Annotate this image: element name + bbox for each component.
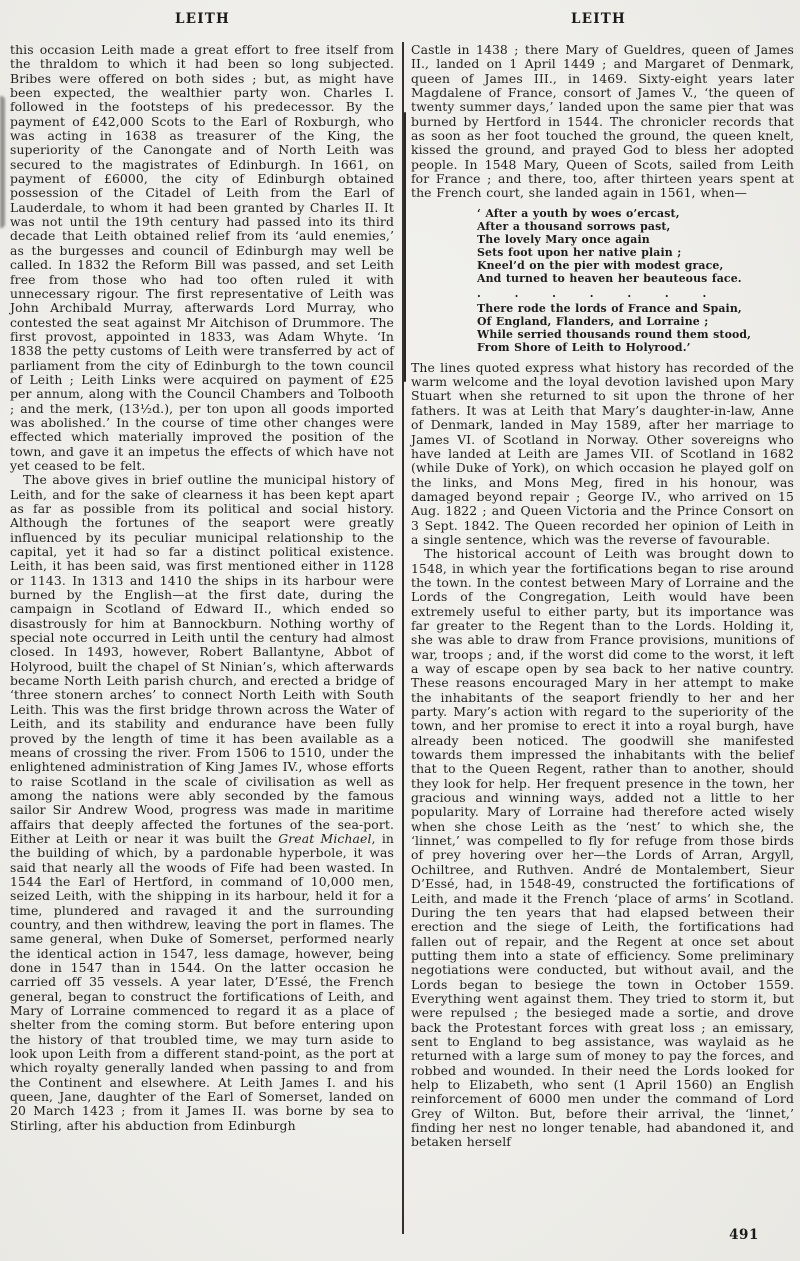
stanza-separator-dots: . . . . . . .	[477, 286, 707, 300]
running-heads	[0, 11, 800, 33]
running-head-left: LEITH	[175, 11, 230, 27]
left-paragraph-political-history: The above gives in brief outline the municipal history of Leith, and for the sake of clearness it has been kept apart as far as possible from its political and social history. Although the fortunes of the seaport were greatly influenced by its peculiar municipal relationship to the capital, yet it had so far a distinct political existence. Leith, it has been said, was first mentioned either in 1128 or 1143. In 1313 and 1410 the ships in its harbour were burned by the English—at the first date, during the campaign in Scotland of Edward II., which ended so disastrously for him at Bannockburn. Nothing worthy of special note occurred in Leith until the century had almost closed. In 1493, however, Robert Ballantyne, Abbot of Holyrood, built the chapel of St Ninian’s, which afterwards became North Leith parish church, and erected a bridge of ‘three stonern arches’ to connect North Leith with South Leith. This was the first bridge thrown across the Water of Leith, and its stability and endurance have been fully proved by the length of time it has been available as a means of crossing the river. From 1506 to 1510, under the enlightened administration of King James IV., whose efforts to raise Scotland in the scale of civilisation as well as among the nations were ably seconded by the famous sailor Sir Andrew Wood, progress was made in maritime affairs that deeply affected the fortunes of the sea-port. Either at Leith or near it was built the Great Michael, in the building of which, by a pardonable hyperbole, it was said that nearly all the woods of Fife had been wasted. In 1544 the Earl of Hertford, in command of 10,000 men, seized Leith, with the shipping in its harbour, held it for a time, plundered and ravaged it and the surrounding country, and then withdrew, leaving the port in flames. The same general, when Duke of Somerset, performed nearly the identical action in 1547, less damage, however, being done in 1547 than in 1544. On the latter occasion he carried off 35 vessels. A year later, D’Essé, the French general, began to construct the fortifications of Leith, and Mary of Lorraine commenced to regard it as a place of shelter from the coming storm. But before entering upon the history of that troubled time, we may turn aside to look upon Leith from a different stand-point, as the port at which royalty generally landed when passing to and from the Continent and elsewhere. At Leith James I. and his queen, Jane, daughter of the Earl of Somerset, landed on 20 March 1423 ; from it James II. was borne by sea to Stirling, after his abduction from Edinburgh	[10, 472, 394, 1133]
left-column	[10, 43, 394, 1133]
left-paragraph-municipal-history: this occasion Leith made a great effort to free itself from the thraldom to which it had been so long subjected. Bribes were offered on both sides ; but, as might have been expected, the wealthier party won. Charles I. followed in the footsteps of his predecessor. By the payment of £42,000 Scots to the Earl of Roxburgh, who was acting in 1638 as treasurer of the King, the superiority of the Canongate and of North Leith was secured to the magistrates of Edinburgh. In 1661, on payment of £6000, the city of Edinburgh obtained possession of the Citadel of Leith from the Earl of Lauderdale, to whom it had been granted by Charles II. It was not until the 19th century had passed into its third decade that Leith obtained relief from its ‘auld enemies,’ as the burgesses and council of Edinburgh may well be called. In 1832 the Reform Bill was passed, and set Leith free from those who had too often ruled it with unnecessary rigour. The first representative of Leith was John Archibald Murray, afterwards Lord Murray, who contested the seat against Mr Aitchison of Drummore. The first provost, appointed in 1833, was Adam Whyte. ‘In 1838 the petty customs of Leith were transferred by act of parliament from the city of Edinburgh to the town council of Leith ; Leith Links were acquired on payment of £25 per annum, along with the Council Chambers and Tolbooth ; and the merk, (13½d.), per ton upon all goods imported was abolished.’ In the course of time other changes were effected which materially improved the position of the town, and gave it an impetus the effects of which have not yet ceased to be felt.	[10, 42, 394, 473]
page-number: 491	[729, 1227, 759, 1243]
right-paragraph-royal-landings: Castle in 1438 ; there Mary of Gueldres, queen of James II., landed on 1 April 1449 ; and Margaret of Denmark, queen of James III., in 1469. Sixty-eight years later Magdalene of France, consort of James V., ‘the queen of twenty summer days,’ landed upon the same pier that was burned by Hertford in 1544. The chronicler records that as soon as her foot touched the ground, the queen knelt, kissed the ground, and prayed God to bless her adopted people. In 1548 Mary, Queen of Scots, sailed from Leith for France ; and there, too, after thirteen years spent at the French court, she landed again in 1561, when—	[411, 42, 794, 201]
right-column	[411, 43, 794, 1150]
poem-stanza-2: There rode the lords of France and Spain, Of England, Flanders, and Lorraine ; While serried thousands round them stood, From Shore of Leith to Holyrood.’	[477, 301, 752, 354]
poem-quote	[477, 207, 794, 354]
column-divider-ink-artifact	[404, 112, 407, 382]
right-paragraph-fortifications-siege: The historical account of Leith was brought down to 1548, in which year the fortifications began to rise around the town. In the contest between Mary of Lorraine and the Lords of the Congregation, Leith would have been extremely useful to either party, but its importance was far greater to the Regent than to the Lords. Holding it, she was able to draw from France provisions, munitions of war, troops ; and, if the worst did come to the worst, it left a way of escape open by sea back to her native country. These reasons encouraged Mary in her attempt to make the inhabitants of the seaport friendly to her and her party. Mary’s action with regard to the superiority of the town, and her promise to erect it into a royal burgh, have already been noticed. The goodwill she manifested towards them impressed the inhabitants with the belief that to the Queen Regent, rather than to another, should they look for help. Her frequent presence in the town, her gracious and winning ways, added not a little to her popularity. Mary of Lorraine had therefore acted wisely when she chose Leith as the ‘nest’ to which she, the ‘linnet,’ was compelled to fly for refuge from those birds of prey hovering over her—the Lords of Arran, Argyll, Ochiltree, and Ruthven. André de Montalembert, Sieur D’Essé, had, in 1548-49, constructed the fortifications of Leith, and made it the French ‘place of arms’ in Scotland. During the ten years that had elapsed between their erection and the siege of Leith, the fortifications had fallen out of repair, and the Regent at once set about putting them into a state of efficiency. Some preliminary negotiations were conducted, but without avail, and the Lords began to besiege the town in October 1559. Everything went against them. They tried to storm it, but were repulsed ; the besieged made a sortie, and drove back the Protestant forces with great loss ; an emissary, sent to England to beg assistance, was waylaid as he returned with a large sum of money to pay the forces, and robbed and wounded. In their need the Lords looked for help to Elizabeth, who sent (1 April 1560) an English reinforcement of 6000 men under the command of Lord Grey of Wilton. But, before their arrival, the ‘linnet,’ finding her nest no longer tenable, had abandoned it, and betaken herself	[411, 546, 794, 1150]
scan-edge-smudge	[0, 96, 5, 228]
poem-stanza-1: ‘ After a youth by woes o’ercast, After a thousand sorrows past, The lovely Mary once again Sets foot upon her native plain ; Kneel’d on the pier with modest grace, And turned to heaven her beauteous face.	[477, 206, 742, 285]
right-paragraph-mary-stuart: The lines quoted express what history has recorded of the warm welcome and the loyal devotion lavished upon Mary Stuart when she returned to sit upon the throne of her fathers. It was at Leith that Mary’s daughter-in-law, Anne of Denmark, landed in May 1589, after her marriage to James VI. of Scotland in Norway. Other sovereigns who have landed at Leith are James VII. of Scotland in 1682 (while Duke of York), on which occasion he played golf on the links, and Mons Meg, fired in his honour, was damaged beyond repair ; George IV., who arrived on 15 Aug. 1822 ; and Queen Victoria and the Prince Consort on 3 Sept. 1842. The Queen recorded her opinion of Leith in a single sentence, which was the reverse of favourable.	[411, 359, 794, 547]
running-head-right: LEITH	[571, 11, 626, 27]
